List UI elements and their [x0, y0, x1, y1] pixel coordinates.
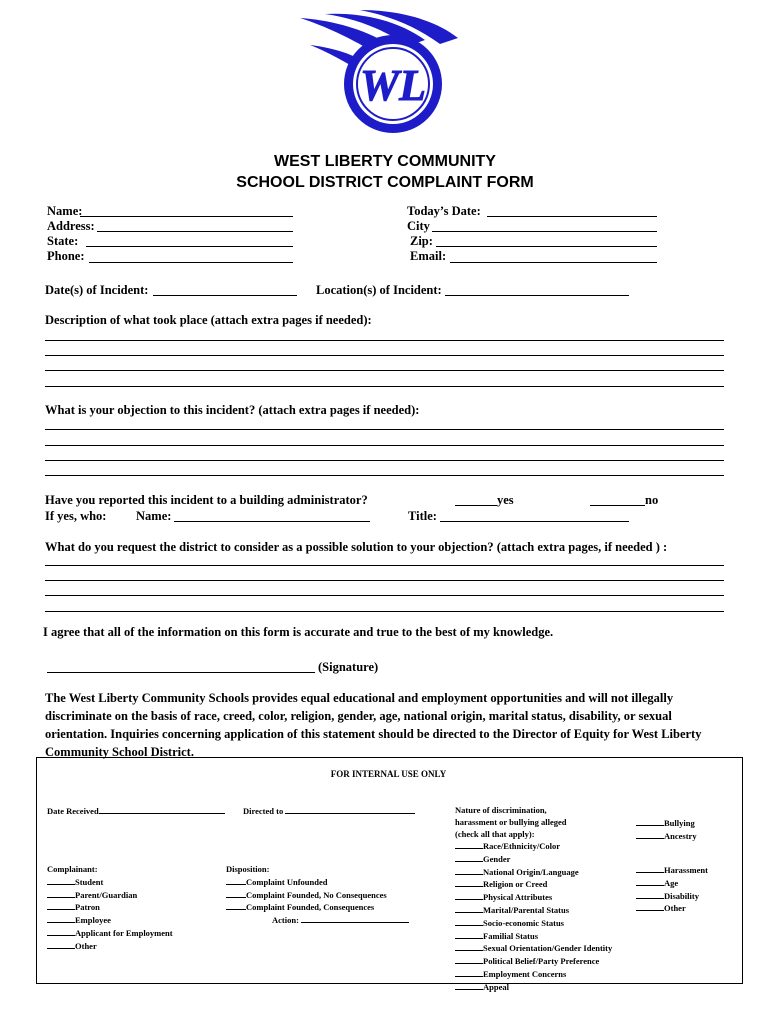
nature-item: Age [636, 877, 708, 890]
incident-locations-field[interactable] [445, 295, 629, 296]
nature-item: Political Belief/Party Preference [455, 955, 612, 968]
address-field[interactable] [97, 231, 293, 232]
todays-date-field[interactable] [487, 216, 657, 217]
complainant-item: Applicant for Employment [47, 927, 173, 940]
nature-item: Marital/Parental Status [455, 904, 612, 917]
description-line[interactable] [45, 386, 724, 387]
description-line[interactable] [45, 355, 724, 356]
no-checkbox-blank[interactable] [590, 505, 645, 506]
phone-field[interactable] [89, 262, 293, 263]
name-label: Name: [47, 204, 83, 218]
nature-item: Employment Concerns [455, 968, 612, 981]
city-field[interactable] [432, 231, 657, 232]
disposition-section [226, 864, 409, 927]
nature-item: Familial Status [455, 930, 612, 943]
school-logo [290, 10, 470, 135]
action-field[interactable] [301, 914, 409, 923]
email-field[interactable] [450, 262, 657, 263]
zip-field[interactable] [436, 246, 657, 247]
reported-question: Have you reported this incident to a building administrator? [45, 493, 368, 507]
if-yes-label: If yes, who: [45, 509, 107, 523]
no-label: no [645, 493, 659, 507]
solution-line[interactable] [45, 580, 724, 581]
complainant-item: Student [47, 876, 173, 889]
description-line[interactable] [45, 340, 724, 341]
yes-label: yes [497, 493, 514, 507]
todays-date-label: Today’s Date: [407, 204, 481, 218]
nature-item: Ancestry [636, 830, 697, 843]
description-line[interactable] [45, 370, 724, 371]
objection-line[interactable] [45, 475, 724, 476]
yes-checkbox-blank[interactable] [455, 505, 497, 506]
nature-list [455, 840, 612, 994]
form-title-line2: SCHOOL DISTRICT COMPLAINT FORM [236, 174, 534, 191]
admin-title-label: Title: [408, 509, 437, 523]
incident-dates-label: Date(s) of Incident: [45, 283, 149, 297]
date-received-field[interactable] [99, 805, 225, 814]
solution-line[interactable] [45, 565, 724, 566]
nature-item: Gender [455, 853, 612, 866]
nature-item: Religion or Creed [455, 878, 612, 891]
right-list-bottom [636, 864, 708, 915]
directed-to-label: Directed to [243, 805, 415, 818]
city-label: City [407, 219, 430, 233]
equal-opportunity-statement: The West Liberty Community Schools provides equal educational and employment opportunities and will not illegally discriminate on the basis of race, creed, color, religion, gender, age, national origin, marital status, disability, or sexual orientation. Inquiries concerning application of this statement should be directed to the Director of Equity for West Liberty Community School District. [45, 691, 702, 759]
incident-dates-field[interactable] [153, 295, 297, 296]
complainant-item: Patron [47, 901, 173, 914]
email-label: Email: [410, 249, 447, 263]
nature-item: Other [636, 902, 708, 915]
right-list-top [636, 817, 697, 843]
objection-label: What is your objection to this incident? (attach extra pages if needed): [45, 403, 420, 417]
form-title-line1: WEST LIBERTY COMMUNITY [274, 153, 496, 170]
nature-item: National Origin/Language [455, 866, 612, 879]
zip-label: Zip: [410, 234, 433, 248]
nature-item: Bullying [636, 817, 697, 830]
nature-item: Appeal [455, 981, 612, 994]
description-label: Description of what took place (attach extra pages if needed): [45, 313, 372, 327]
complainant-label: Complainant: [47, 864, 98, 874]
nature-item: Sexual Orientation/Gender Identity [455, 942, 612, 955]
phone-label: Phone: [47, 249, 85, 263]
svg-text:WL: WL [360, 61, 426, 110]
objection-line[interactable] [45, 460, 724, 461]
state-field[interactable] [86, 246, 293, 247]
signature-field[interactable] [47, 672, 315, 673]
address-label: Address: [47, 219, 95, 233]
admin-name-label: Name: [136, 509, 172, 523]
nature-item: Race/Ethnicity/Color [455, 840, 612, 853]
action-row: Action: [226, 914, 409, 927]
solution-line[interactable] [45, 595, 724, 596]
disposition-item: Complaint Unfounded [226, 876, 409, 889]
name-field[interactable] [80, 216, 293, 217]
nature-item: Physical Attributes [455, 891, 612, 904]
agreement-text: I agree that all of the information on this form is accurate and true to the best of my knowledge. [43, 625, 554, 639]
complainant-item: Other [47, 940, 173, 953]
nature-heading: Nature of discrimination, harassment or bullying alleged (check all that apply): [455, 805, 567, 839]
disposition-item: Complaint Founded, Consequences [226, 901, 409, 914]
flame-logo-icon [290, 10, 470, 135]
admin-title-field[interactable] [440, 521, 629, 522]
disposition-label: Disposition: [226, 864, 270, 874]
nature-item: Socio-economic Status [455, 917, 612, 930]
complainant-item: Employee [47, 914, 173, 927]
nature-item: Harassment [636, 864, 708, 877]
objection-line[interactable] [45, 429, 724, 430]
state-label: State: [47, 234, 79, 248]
objection-line[interactable] [45, 445, 724, 446]
directed-to-field[interactable] [285, 805, 415, 814]
internal-heading: FOR INTERNAL USE ONLY [330, 769, 447, 779]
solution-label: What do you request the district to consider as a possible solution to your objection? (attach extra pages, if needed ) : [45, 540, 668, 554]
solution-line[interactable] [45, 611, 724, 612]
complainant-item: Parent/Guardian [47, 889, 173, 902]
incident-locations-label: Location(s) of Incident: [316, 283, 442, 297]
signature-label: (Signature) [318, 660, 379, 674]
complainant-section [47, 864, 173, 953]
disposition-item: Complaint Founded, No Consequences [226, 889, 409, 902]
admin-name-field[interactable] [174, 521, 370, 522]
nature-item: Disability [636, 890, 708, 903]
date-received-label: Date Received [47, 805, 225, 818]
